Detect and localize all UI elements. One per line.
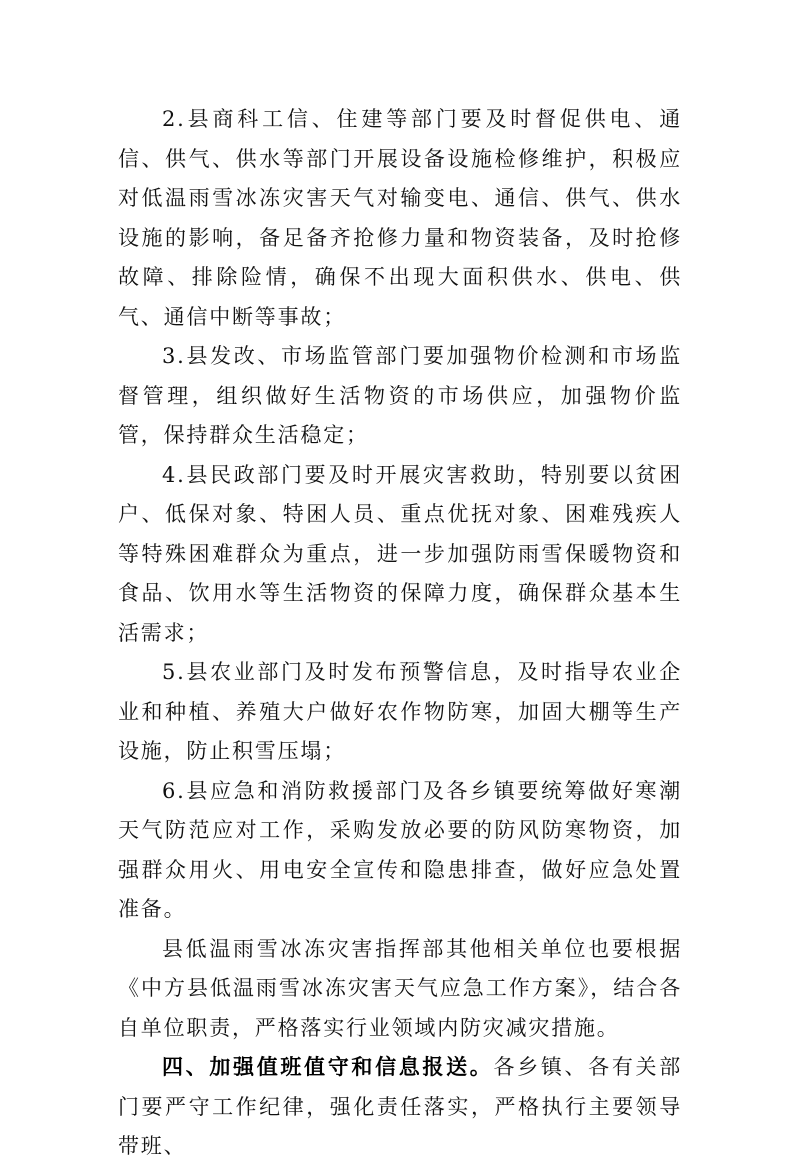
section-heading: 四、加强值班值守和信息报送。 — [162, 1055, 494, 1079]
paragraph-text: 3.县发改、市场监管部门要加强物价检测和市场监督管理，组织做好生活物资的市场供应，加强物价监管，保持群众生活稳定； — [118, 344, 682, 447]
paragraph-item-4 — [118, 456, 682, 654]
paragraph-section-four — [118, 1048, 682, 1167]
paragraph-item-2 — [118, 100, 682, 337]
paragraph-text: 各乡镇、各有关部门要严守工作纪律，强化责任落实，严格执行主要领导带班、 — [118, 1055, 682, 1158]
paragraph-item-3 — [118, 337, 682, 456]
paragraph-text: 县低温雨雪冰冻灾害指挥部其他相关单位也要根据《中方县低温雨雪冰冻灾害天气应急工作方案》，结合各自单位职责，严格落实行业领域内防灾减灾措施。 — [118, 936, 682, 1040]
paragraph-text: 4.县民政部门要及时开展灾害救助，特别要以贫困户、低保对象、特困人员、重点优抚对象、困难残疾人等特殊困难群众为重点，进一步加强防雨雪保暖物资和食品、饮用水等生活物资的保障力度，确保群众基本生活需求； — [118, 462, 682, 645]
paragraph-text: 2.县商科工信、住建等部门要及时督促供电、通信、供气、供水等部门开展设备设施检修维护，积极应对低温雨雪冰冻灾害天气对输变电、通信、供气、供水设施的影响，备足备齐抢修力量和物资装备，及时抢修故障、排除险情，确保不出现大面积供水、供电、供气、通信中断等事故； — [118, 107, 682, 329]
paragraph-related-units — [118, 930, 682, 1049]
document-body — [118, 100, 682, 1167]
paragraph-text: 5.县农业部门及时发布预警信息，及时指导农业企业和种植、养殖大户做好农作物防寒，加固大棚等生产设施，防止积雪压塌； — [118, 660, 682, 763]
paragraph-text: 6.县应急和消防救援部门及各乡镇要统筹做好寒潮天气防范应对工作，采购发放必要的防风防寒物资，加强群众用火、用电安全宣传和隐患排查，做好应急处置准备。 — [118, 778, 682, 921]
paragraph-item-5 — [118, 653, 682, 772]
paragraph-item-6 — [118, 772, 682, 930]
